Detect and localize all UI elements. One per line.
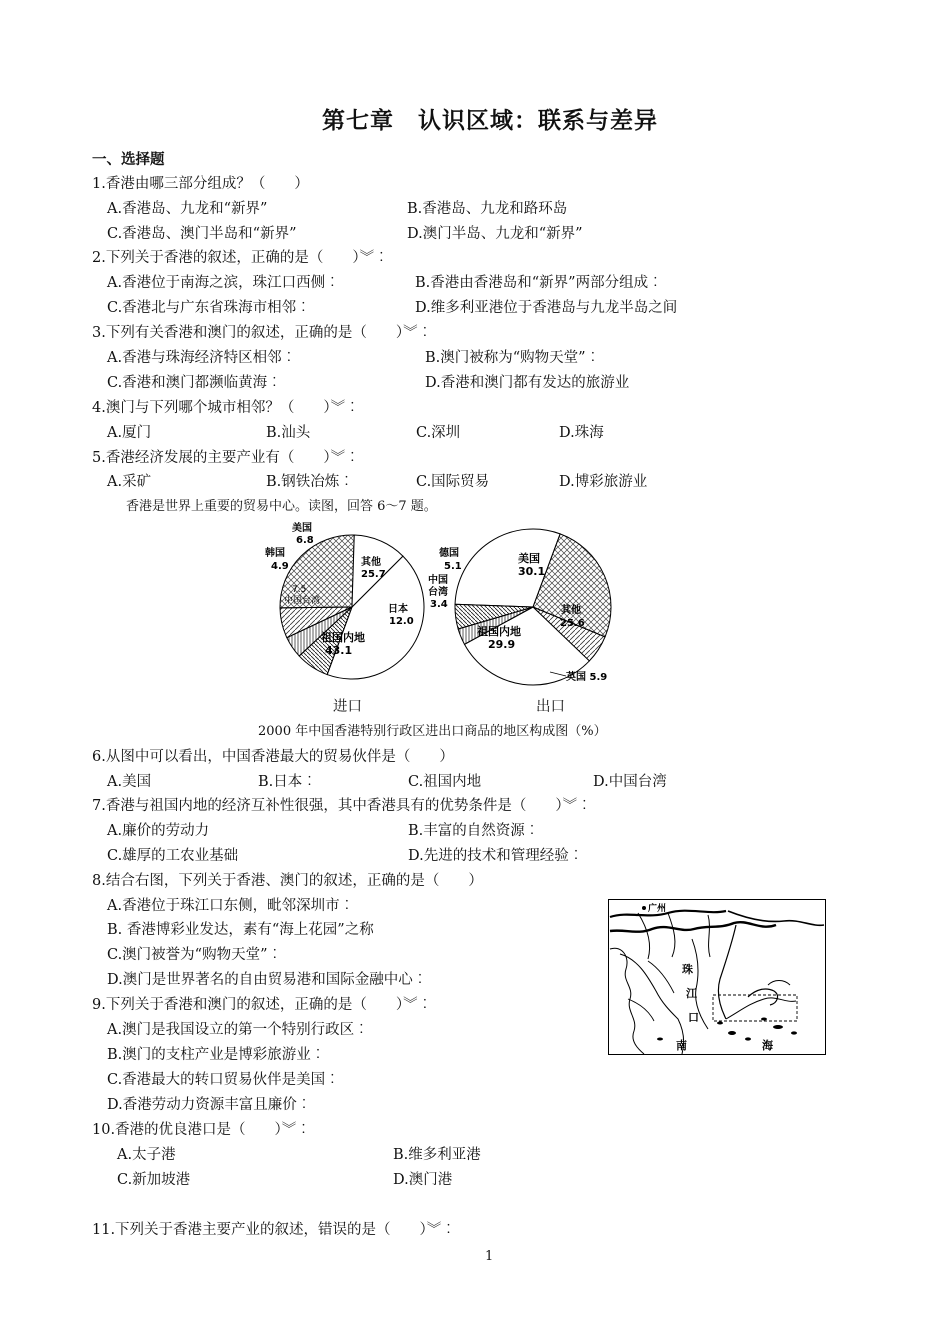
q6-option-d: D.中国台湾: [593, 774, 667, 790]
question-3-stem: 3.下列有关香港和澳门的叙述，正确的是（ ）︾︰: [92, 325, 433, 341]
question-1-stem: 1.香港由哪三部分组成？（ ）: [92, 176, 309, 192]
q3-option-c: C.香港和澳门都濒临黄海︰: [107, 375, 282, 391]
question-7-stem: 7.香港与祖国内地的经济互补性很强，其中香港具有的优势条件是（ ）︾︰: [92, 798, 592, 814]
trade-pie-charts: [255, 520, 655, 695]
exp-us-val: 30.1: [518, 565, 546, 578]
imp-jp-name: 日本: [388, 604, 408, 615]
question-11-stem: 11.下列关于香港主要产业的叙述，错误的是（ ）︾︰: [92, 1222, 456, 1238]
imp-tw-name: 中国台湾: [284, 596, 321, 606]
map-label-hai: 海: [762, 1039, 773, 1052]
q9-option-b: B.澳门的支柱产业是博彩旅游业︰: [107, 1047, 326, 1063]
q7-option-b: B.丰富的自然资源︰: [408, 823, 540, 839]
q7-option-c: C.雄厚的工农业基础: [107, 848, 239, 864]
exp-main-val: 29.9: [488, 638, 516, 651]
map-label-guangzhou: 广州: [648, 904, 667, 914]
q10-option-d: D.澳门港: [393, 1172, 453, 1188]
q7-option-d: D.先进的技术和管理经验︰: [408, 848, 584, 864]
exp-other-val: 25.6: [560, 618, 585, 629]
q2-option-d: D.维多利亚港位于香港岛与九龙半岛之间: [415, 300, 678, 316]
imp-us-val: 6.8: [296, 535, 314, 546]
q10-option-c: C.新加坡港: [117, 1172, 191, 1188]
q3-option-a: A.香港与珠海经济特区相邻︰: [107, 350, 297, 366]
chart-caption: 2000 年中国香港特别行政区进出口商品的地区构成图（%）: [258, 724, 607, 739]
exp-other-name: 其他: [561, 605, 581, 616]
q5-option-a: A.采矿: [107, 474, 152, 490]
q5-option-b: B.钢铁冶炼︰: [266, 474, 354, 490]
imp-main-name: 祖国内地: [321, 631, 365, 644]
exp-us-name: 美国: [518, 552, 540, 565]
q4-option-c: C.深圳: [416, 425, 461, 441]
map-label-nan: 南: [676, 1039, 687, 1052]
q2-option-b: B.香港由香港岛和“新界”两部分组成︰: [415, 275, 663, 291]
figure-intro: 香港是世界上重要的贸易中心。读图，回答 6～7 题。: [126, 499, 437, 514]
q1-option-d: D.澳门半岛、九龙和“新界”: [407, 226, 583, 242]
imp-other-name: 其他: [361, 557, 381, 568]
exp-de-name: 德国: [439, 548, 459, 559]
imp-us-name: 美国: [292, 523, 312, 534]
q8-option-d: D.澳门是世界著名的自由贸易港和国际金融中心︰: [107, 972, 428, 988]
import-label: 进口: [333, 699, 362, 715]
q8-option-c: C.澳门被誉为“购物天堂”︰: [107, 947, 283, 963]
q4-option-a: A.厦门: [107, 425, 152, 441]
section-heading: 一、选择题: [92, 152, 165, 168]
imp-main-val: 43.1: [325, 644, 353, 657]
q3-option-b: B.澳门被称为“购物天堂”︰: [425, 350, 601, 366]
imp-tw-val: 7.5: [292, 585, 307, 595]
page-number: 1: [485, 1249, 494, 1264]
exp-de-val: 5.1: [444, 561, 462, 572]
q7-option-a: A.廉价的劳动力: [107, 823, 210, 839]
imp-kr-name: 韩国: [265, 548, 285, 559]
q4-option-b: B.汕头: [266, 425, 311, 441]
export-label: 出口: [536, 699, 565, 715]
question-5-stem: 5.香港经济发展的主要产业有（ ）︾︰: [92, 450, 360, 466]
q9-option-a: A.澳门是我国设立的第一个特别行政区︰: [107, 1022, 369, 1038]
q1-option-b: B.香港岛、九龙和路环岛: [407, 201, 568, 217]
page-title: 第七章 认识区域：联系与差异: [322, 108, 658, 134]
q10-option-a: A.太子港: [117, 1147, 176, 1163]
q1-option-a: A.香港岛、九龙和“新界”: [107, 201, 268, 217]
question-9-stem: 9.下列关于香港和澳门的叙述，正确的是（ ）︾︰: [92, 997, 433, 1013]
exp-tw-name1: 中国: [428, 575, 448, 586]
q6-option-a: A.美国: [107, 774, 152, 790]
exp-uk-label: 英国 5.9: [566, 672, 608, 683]
exp-tw-name2: 台湾: [428, 587, 448, 598]
q6-option-b: B.日本︰: [258, 774, 317, 790]
q2-option-a: A.香港位于南海之滨，珠江口西侧︰: [107, 275, 340, 291]
q9-option-c: C.香港最大的转口贸易伙伴是美国︰: [107, 1072, 340, 1088]
q2-option-c: C.香港北与广东省珠海市相邻︰: [107, 300, 311, 316]
exp-tw-val: 3.4: [430, 599, 448, 610]
q9-option-d: D.香港劳动力资源丰富且廉价︰: [107, 1097, 312, 1113]
q1-option-c: C.香港岛、澳门半岛和“新界”: [107, 226, 297, 242]
q4-option-d: D.珠海: [559, 425, 604, 441]
q5-option-d: D.博彩旅游业: [559, 474, 648, 490]
exp-main-name: 祖国内地: [477, 625, 521, 638]
question-4-stem: 4.澳门与下列哪个城市相邻？（ ）︾︰: [92, 400, 360, 416]
question-6-stem: 6.从图中可以看出，中国香港最大的贸易伙伴是（ ）: [92, 749, 454, 765]
pearl-river-delta-map: [608, 899, 826, 1055]
question-8-stem: 8.结合右图，下列关于香港、澳门的叙述，正确的是（ ）: [92, 873, 483, 889]
q6-option-c: C.祖国内地: [408, 774, 482, 790]
imp-kr-val: 4.9: [271, 561, 289, 572]
q8-option-b: B. 香港博彩业发达，素有“海上花园”之称: [107, 922, 374, 938]
q3-option-d: D.香港和澳门都有发达的旅游业: [425, 375, 630, 391]
imp-jp-val: 12.0: [389, 616, 414, 627]
question-10-stem: 10.香港的优良港口是（ ）︾︰: [92, 1122, 311, 1138]
q8-option-a: A.香港位于珠江口东侧，毗邻深圳市︰: [107, 898, 355, 914]
map-label-zhu: 珠: [682, 963, 693, 976]
q5-option-c: C.国际贸易: [416, 474, 490, 490]
question-2-stem: 2.下列关于香港的叙述，正确的是（ ）︾︰: [92, 250, 389, 266]
q10-option-b: B.维多利亚港: [393, 1147, 481, 1163]
map-label-jiang: 江: [686, 987, 697, 1000]
map-label-kou: 口: [688, 1011, 699, 1024]
imp-other-val: 25.7: [361, 569, 386, 580]
